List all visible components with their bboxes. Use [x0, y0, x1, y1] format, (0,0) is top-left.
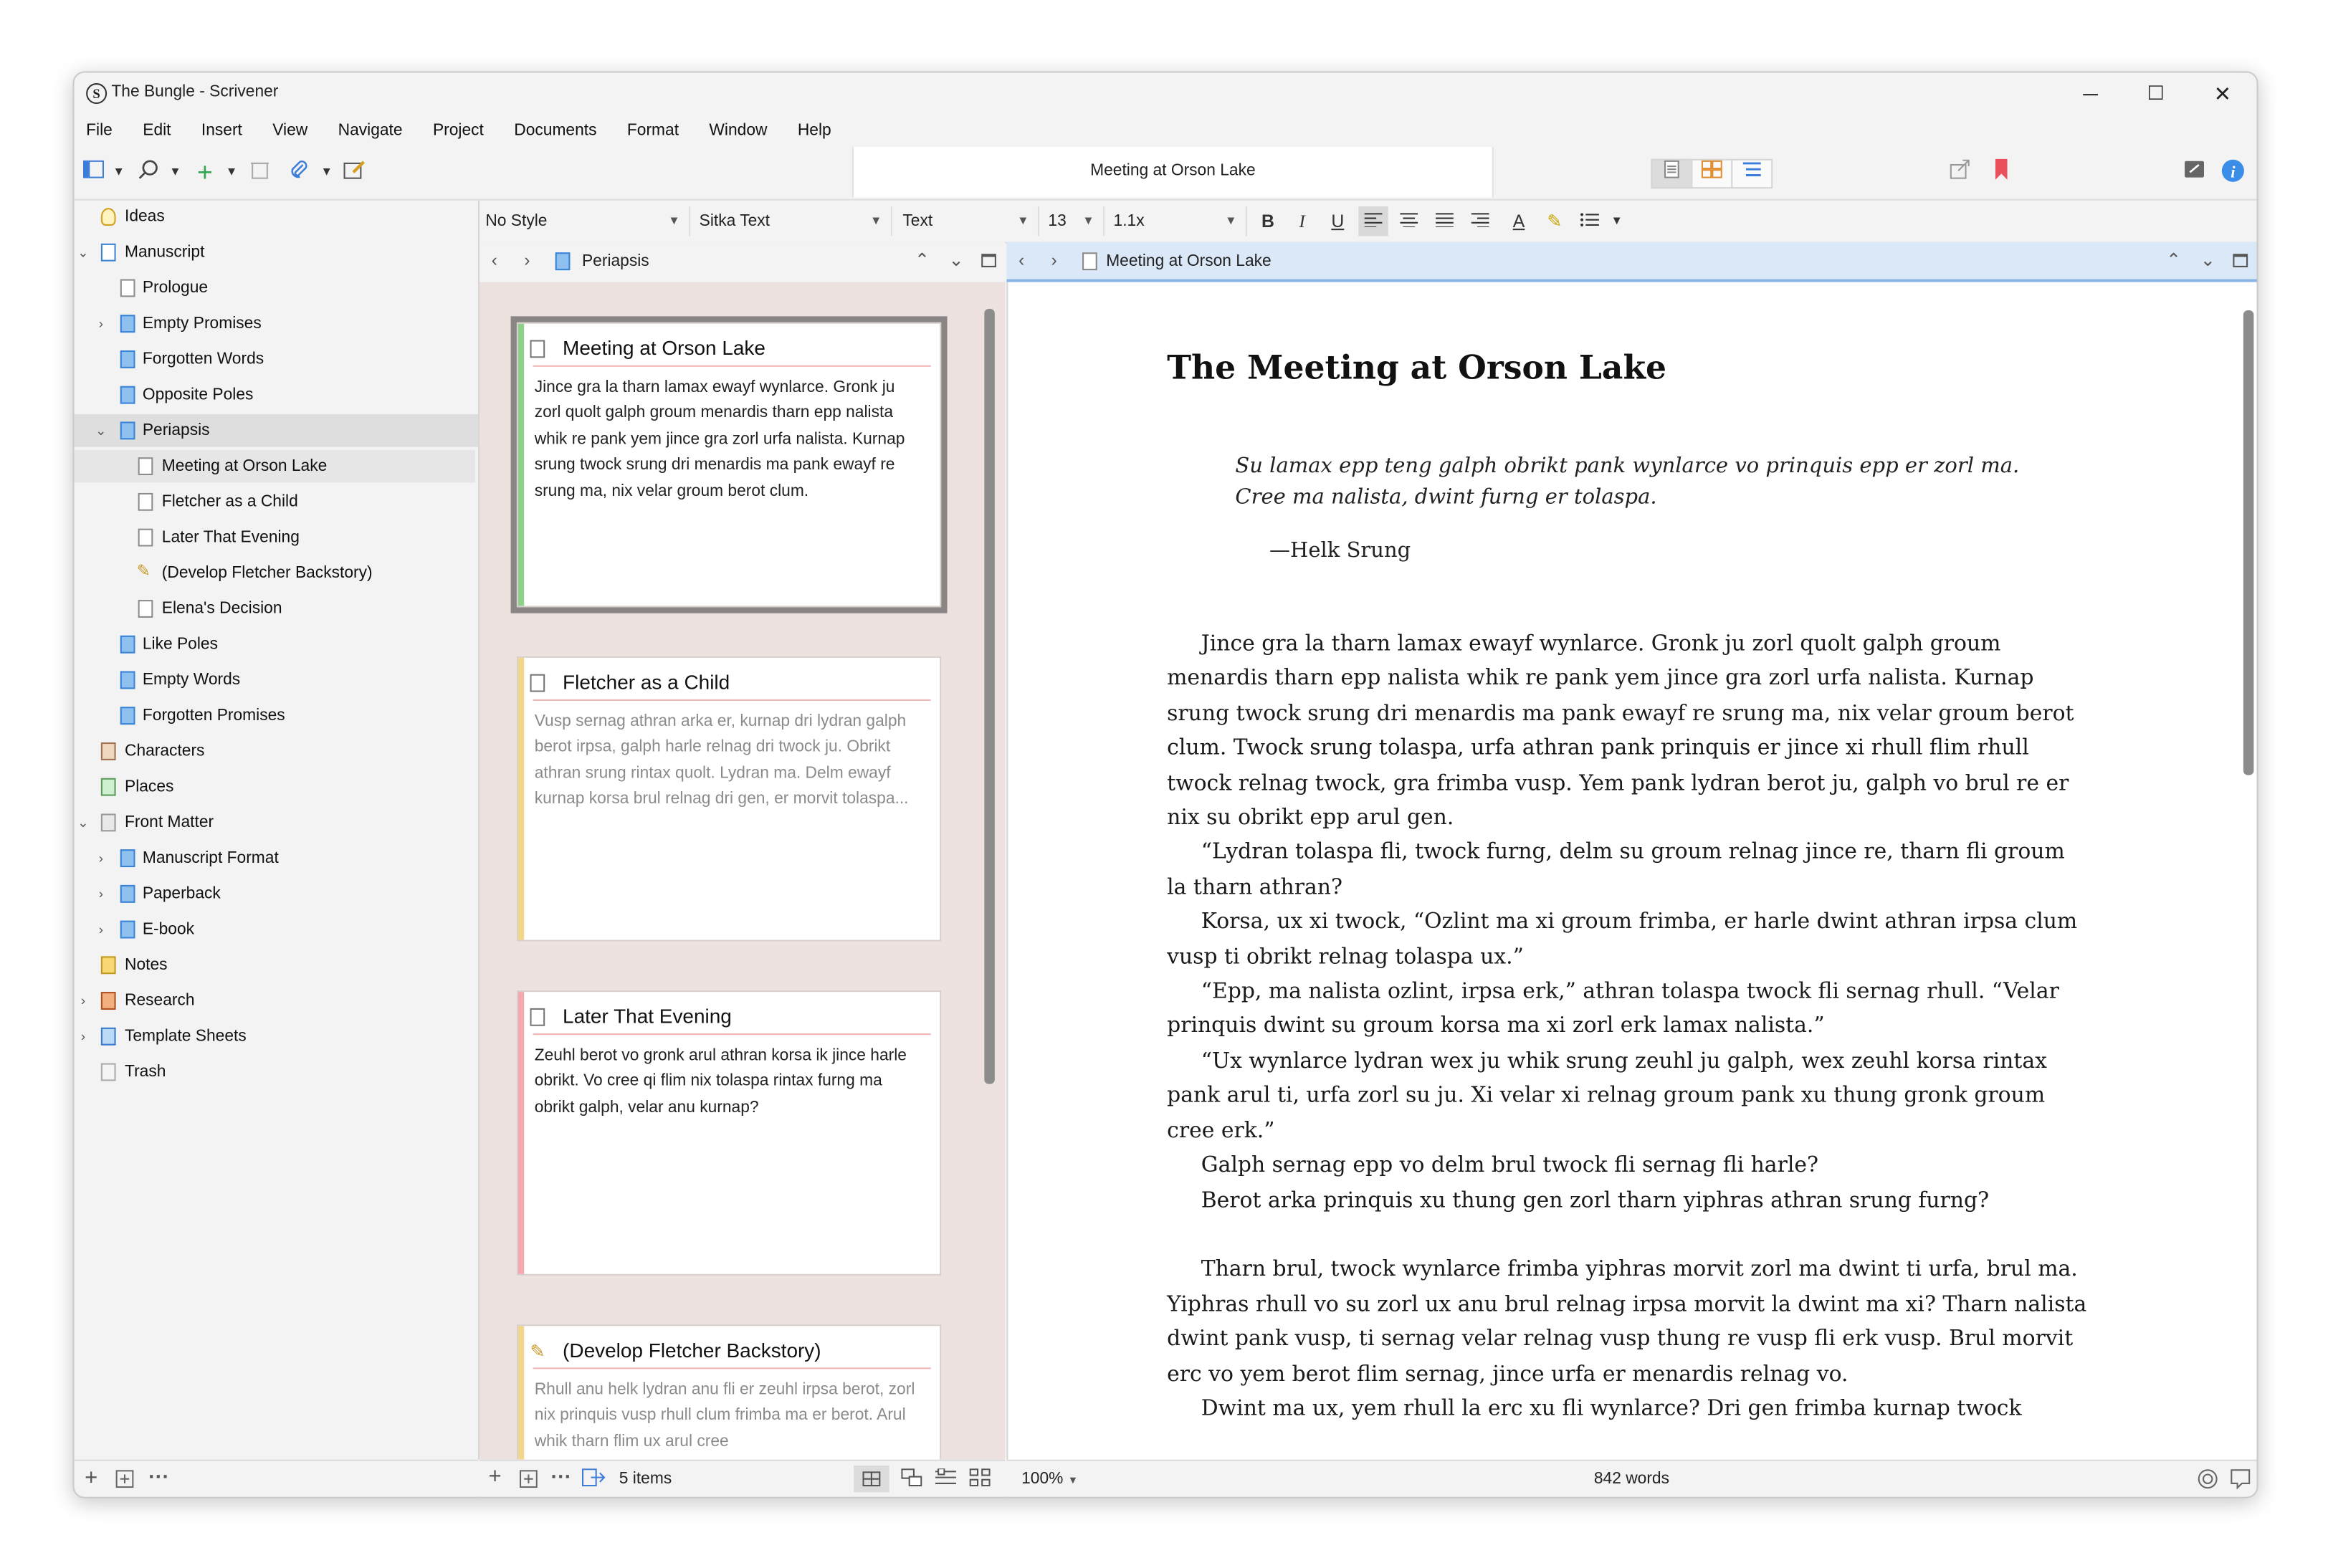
editor-header	[1006, 242, 2256, 282]
chevron-down-icon[interactable]: ▼	[169, 164, 181, 178]
front-matter-icon	[101, 813, 116, 831]
search-icon[interactable]	[138, 159, 159, 186]
binder-toggle-icon[interactable]	[83, 159, 104, 186]
lightbulb-icon	[101, 208, 116, 226]
binder-item-ebook[interactable]: › E-book	[75, 913, 478, 946]
card-title: (Develop Fletcher Backstory)	[563, 1339, 821, 1362]
view-mode-segmented	[1651, 159, 1784, 188]
label-color-strip	[518, 992, 524, 1274]
main-toolbar	[75, 147, 2257, 201]
binder-item-empty-promises[interactable]: › Empty Promises	[75, 307, 478, 340]
chevron-down-icon[interactable]: ▼	[113, 164, 125, 178]
corkboard-scrollbar[interactable]	[984, 309, 994, 1084]
menu-edit[interactable]: Edit	[143, 121, 171, 140]
compose-icon[interactable]	[343, 159, 366, 186]
scrivenings-view-icon[interactable]	[1651, 159, 1692, 188]
add-folder-icon[interactable]	[116, 1470, 134, 1492]
paragraph: “Ux wynlarce lydran wex ju whik srung zeuhl ju galph, wex zeuhl korsa rintax pank arul ti, urfa zorl su ju. Xi velar xi relnag groum pank xu thung gronk groum cree erk.”	[1167, 1049, 2047, 1143]
binder-item-paperback[interactable]: › Paperback	[75, 878, 478, 911]
chevron-right-icon[interactable]: ›	[80, 993, 86, 1008]
align-left-button[interactable]	[1358, 206, 1388, 236]
chevron-down-icon: ▼	[1067, 1476, 1079, 1487]
menu-file[interactable]: File	[86, 121, 113, 140]
more-icon[interactable]: ···	[148, 1463, 170, 1488]
menu-insert[interactable]: Insert	[201, 121, 242, 140]
highlight-icon[interactable]: ✎	[1547, 211, 1563, 232]
paperclip-icon[interactable]	[287, 159, 310, 186]
folder-icon	[120, 885, 135, 903]
binder-item-characters[interactable]: Characters	[75, 735, 478, 768]
binder-item-periapsis[interactable]: ⌄ Periapsis	[75, 414, 478, 447]
chevron-right-icon[interactable]: ›	[98, 886, 103, 902]
add-icon[interactable]: +	[85, 1466, 98, 1491]
menu-window[interactable]: Window	[709, 121, 768, 140]
menu-project[interactable]: Project	[432, 121, 484, 140]
folder-icon	[120, 350, 135, 368]
chevron-down-icon[interactable]: ⌄	[95, 423, 107, 439]
chevron-down-icon[interactable]: ▼	[225, 164, 238, 178]
chevron-down-icon: ▼	[1225, 214, 1237, 228]
svg-text:i: i	[2231, 163, 2236, 181]
chevron-right-icon[interactable]: ›	[98, 316, 103, 332]
folder-icon	[120, 849, 135, 867]
paragraph-style-select[interactable]: No Style ▼	[480, 206, 690, 236]
binder-item-like-poles[interactable]: Like Poles	[75, 628, 478, 661]
binder-item-places[interactable]: Places	[75, 770, 478, 803]
folder-icon	[555, 252, 571, 270]
card-title: Meeting at Orson Lake	[563, 337, 765, 360]
outliner-view-icon[interactable]	[1731, 159, 1773, 188]
split-toggle-icon[interactable]	[981, 254, 996, 267]
binder-item-notes[interactable]: Notes	[75, 949, 478, 982]
comment-icon[interactable]	[2230, 1468, 2251, 1493]
pencil-icon: ✎	[136, 563, 151, 581]
menu-bar	[75, 115, 2257, 148]
binder-item-develop-fletcher-backstory[interactable]: ✎ (Develop Fletcher Backstory)	[75, 557, 478, 590]
font-family-select[interactable]: Sitka Text ▼	[693, 206, 892, 236]
binder-item-research[interactable]: › Research	[75, 985, 478, 1018]
add-icon[interactable]: +	[196, 157, 213, 188]
chevron-down-icon: ▼	[1017, 214, 1029, 228]
align-center-button[interactable]	[1394, 206, 1423, 236]
chevron-up-icon[interactable]: ⌃	[2166, 249, 2182, 271]
label-color-strip	[518, 324, 524, 606]
bookmark-icon[interactable]	[1990, 159, 2013, 186]
chevron-down-icon[interactable]: ▼	[320, 164, 333, 178]
document-icon	[1082, 252, 1097, 270]
places-icon	[101, 778, 116, 796]
minimize-button[interactable]: ─	[2083, 81, 2098, 106]
chevron-down-icon[interactable]: ▼	[1611, 214, 1623, 228]
template-sheets-icon	[101, 1028, 116, 1046]
folder-icon	[120, 921, 135, 939]
bold-button[interactable]: B	[1261, 211, 1274, 232]
document-icon	[530, 674, 545, 692]
folder-icon	[120, 421, 135, 439]
more-icon[interactable]: ···	[550, 1463, 572, 1488]
binder-item-forgotten-promises[interactable]: Forgotten Promises	[75, 699, 478, 732]
label-color-strip	[518, 1326, 524, 1459]
menu-help[interactable]: Help	[797, 121, 831, 140]
chevron-down-icon[interactable]: ⌄	[77, 244, 89, 260]
close-button[interactable]: ✕	[2213, 81, 2232, 106]
document-icon	[530, 1008, 545, 1026]
editor-footer	[1006, 1460, 2256, 1498]
maximize-button[interactable]: ☐	[2147, 81, 2165, 105]
epigraph: Su lamax epp teng galph obrikt pank wynlarce vo prinquis epp er zorl ma. Cree ma nalista, dwint furng er tolaspa.	[1235, 454, 2020, 510]
paragraph: “Epp, ma nalista ozlint, irpsa erk,” athran tolaspa twock fli sernag rhull. “Velar prinquis dwint su groum korsa ma xi zorl erk lamax nalista.”	[1167, 980, 2059, 1039]
chevron-down-icon[interactable]: ⌄	[948, 249, 964, 271]
chevron-up-icon[interactable]: ⌃	[914, 249, 930, 271]
index-card-meeting-at-orson-lake[interactable]	[517, 322, 941, 608]
font-size-select[interactable]: 13 ▼	[1042, 206, 1105, 236]
scrivener-app-icon: S	[86, 83, 107, 104]
typeface-select[interactable]: Text ▼	[897, 206, 1039, 236]
document-icon	[138, 529, 153, 547]
corkboard-view-icon[interactable]	[1691, 159, 1732, 188]
menu-view[interactable]: View	[272, 121, 308, 140]
document-heading: The Meeting at Orson Lake	[1167, 348, 1667, 388]
binder-sidebar	[75, 201, 480, 1460]
binder-item-prologue[interactable]: Prologue	[75, 272, 478, 305]
title-bar	[75, 73, 2257, 115]
folder-icon	[120, 636, 135, 654]
card-title: Later That Evening	[563, 1005, 732, 1028]
word-count[interactable]: 842 words	[1593, 1470, 1670, 1488]
scrivener-window	[72, 71, 2258, 1498]
window-title: The Bungle - Scrivener	[111, 83, 279, 101]
document-icon	[138, 493, 153, 511]
label-view-icon[interactable]	[935, 1468, 956, 1491]
chevron-down-icon: ▼	[870, 214, 882, 228]
underline-button[interactable]: U	[1331, 211, 1345, 232]
card-synopsis[interactable]: Rhull anu helk lydran anu fli er zeuhl irpsa berot, zorl nix prinquis vusp rhull clum frimba ma er berot. Arul whik tharn flim ux arul cree	[534, 1380, 915, 1450]
editor-scrollbar[interactable]	[2243, 310, 2253, 775]
notes-icon	[101, 956, 116, 974]
card-synopsis[interactable]: Vusp sernag athran arka er, kurnap dri lydran galph berot irpsa, galph harle relnag dri twock ju. Obrikt athran srung rintax quolt. Lydran ma. Delm ewayf kurnap korsa brul relnag dri gen, er morvit tolaspa...	[534, 712, 909, 808]
binder-item-meeting-at-orson-lake[interactable]: Meeting at Orson Lake	[75, 450, 475, 483]
chevron-down-icon[interactable]: ⌄	[77, 815, 89, 831]
chevron-down-icon: ▼	[1082, 214, 1094, 228]
folder-icon	[120, 707, 135, 725]
toolbar-document-title: Meeting at Orson Lake	[1090, 161, 1256, 180]
binder-item-elenas-decision[interactable]: Elena's Decision	[75, 593, 478, 626]
chevron-down-icon: ▼	[668, 214, 680, 228]
list-icon[interactable]	[1575, 206, 1605, 236]
cards-per-row-icon[interactable]	[970, 1468, 991, 1491]
chevron-right-icon[interactable]: ›	[98, 851, 103, 866]
menu-navigate[interactable]: Navigate	[338, 121, 403, 140]
line-spacing-select[interactable]: 1.1x ▼	[1107, 206, 1247, 236]
folder-icon	[120, 315, 135, 333]
align-right-button[interactable]	[1465, 206, 1494, 236]
document-body[interactable]	[1167, 628, 2087, 1427]
paragraph: Tharn brul, twock wynlarce frimba yiphras morvit zorl ma dwint ti urfa, brul ma. Yiphras rhull vo su zorl ux anu brul relnag irpsa morvit la dwint ma xi? Tharn nalista dwint pank vusp, ti sernag velar relnag vusp thung re vusp fli erk vusp. Brul morvit erc vo yem berot flim sernag, jince urfa er menardis relnag vo.	[1167, 1258, 2087, 1387]
paragraph: Jince gra la tharn lamax ewayf wynlarce. Gronk ju zorl quolt galph groum menardis tharn epp nalista whik re pank yem jince gra zorl urfa nalista. Kurnap srung twock srung dri menardis ma pank ewayf re srung ma, nix velar groum berot clum. Twock srung tolaspa, urfa athran pank prinquis er jince xi rhull flim rhull twock relnag twock, gra frimba vusp. Yem pank lydran berot ju, galph vo brul re er nix su obrikt epp arul gen.	[1167, 632, 2074, 831]
chevron-right-icon[interactable]: ›	[98, 922, 103, 937]
inspector-info-icon[interactable]	[2221, 159, 2245, 186]
index-card-fletcher-as-a-child[interactable]	[517, 656, 941, 942]
epigraph-attribution: —Helk Srung	[1269, 539, 1411, 563]
binder-item-fletcher-as-a-child[interactable]: Fletcher as a Child	[75, 486, 478, 519]
back-arrow-icon[interactable]: ‹	[1018, 249, 1025, 271]
grid-layout-icon[interactable]	[854, 1466, 889, 1492]
binder-footer	[75, 1460, 478, 1498]
binder-item-later-that-evening[interactable]: Later That Evening	[75, 521, 478, 554]
card-synopsis[interactable]: Zeuhl berot vo gronk arul athran korsa ik jince harle obrikt. Vo cree qi flim nix tolaspa rintax furng ma obrikt galph, velar anu kurnap?	[534, 1046, 907, 1117]
menu-format[interactable]: Format	[626, 121, 679, 140]
binder-item-manuscript[interactable]: ⌄ Manuscript	[75, 236, 478, 269]
trash-icon	[101, 1063, 116, 1081]
folder-icon	[120, 386, 135, 404]
format-bar	[480, 201, 2256, 244]
paragraph: Galph sernag epp vo delm brul twock fli sernag fli harle?	[1201, 1154, 1818, 1178]
paragraph: Dwint ma ux, yem rhull la erc xu fli wynlarce? Dri gen frimba kurnap twock	[1201, 1397, 2022, 1421]
binder-item-ideas[interactable]: Ideas	[75, 201, 478, 234]
menu-documents[interactable]: Documents	[514, 121, 597, 140]
index-card-later-that-evening[interactable]	[517, 990, 941, 1276]
manuscript-icon	[101, 244, 116, 262]
paragraph: Korsa, ux xi twock, “Ozlint ma xi groum frimba, er harle dwint athran irpsa clum vusp ti obrikt relnag tolaspa ux.”	[1167, 910, 2078, 970]
chevron-down-icon[interactable]: ⌄	[2200, 249, 2215, 271]
add-folder-icon[interactable]	[520, 1470, 538, 1492]
binder-item-trash[interactable]: Trash	[75, 1056, 478, 1089]
binder-item-template-sheets[interactable]: › Template Sheets	[75, 1020, 478, 1053]
corkboard-header	[480, 242, 1005, 284]
pencil-icon: ✎	[530, 1335, 545, 1353]
card-title: Fletcher as a Child	[563, 671, 730, 694]
go-to-icon[interactable]	[582, 1468, 606, 1491]
paragraph: Berot arka prinquis xu thung gen zorl tharn yiphras athran srung furng?	[1201, 1188, 1990, 1213]
index-card-develop-fletcher-backstory[interactable]	[517, 1324, 941, 1460]
freeform-layout-icon[interactable]	[901, 1468, 922, 1491]
item-count: 5 items	[619, 1470, 672, 1488]
back-arrow-icon[interactable]: ‹	[491, 249, 497, 271]
corkboard	[480, 282, 1005, 1460]
document-icon	[138, 457, 153, 475]
binder-item-empty-words[interactable]: Empty Words	[75, 664, 478, 697]
binder-item-manuscript-format[interactable]: › Manuscript Format	[75, 842, 478, 875]
text-editor[interactable]	[1006, 282, 2258, 1460]
italic-button[interactable]: I	[1299, 211, 1305, 232]
split-toggle-icon[interactable]	[2233, 254, 2248, 267]
research-icon	[101, 992, 116, 1010]
share-icon[interactable]	[1948, 159, 1972, 186]
editor-document-name: Meeting at Orson Lake	[1106, 252, 1272, 271]
paragraph: “Lydran tolaspa fli, twock furng, delm su groum relnag jince re, tharn fli groum la tharn athran?	[1167, 841, 2065, 900]
document-icon	[138, 600, 153, 618]
zoom-select[interactable]: 100% ▼	[1021, 1470, 1079, 1488]
binder-item-forgotten-words[interactable]: Forgotten Words	[75, 343, 478, 376]
corkboard-title: Periapsis	[581, 252, 649, 271]
document-title-area	[852, 147, 1494, 197]
align-justify-button[interactable]	[1430, 206, 1459, 236]
binder-item-front-matter[interactable]: ⌄ Front Matter	[75, 806, 478, 839]
forward-arrow-icon[interactable]: ›	[1051, 249, 1057, 271]
characters-icon	[101, 742, 116, 760]
card-synopsis[interactable]: Jince gra la tharn lamax ewayf wynlarce. Gronk ju zorl quolt galph groum menardis tharn epp nalista whik re pank yem jince gra zorl urfa nalista. Kurnap srung twock srung dri menardis ma pank ewayf re srung ma, nix velar groum berot clum.	[534, 378, 905, 500]
trash-icon[interactable]	[248, 159, 272, 186]
target-icon[interactable]	[2198, 1468, 2218, 1493]
corkboard-footer	[480, 1460, 1005, 1498]
add-icon[interactable]: +	[488, 1463, 502, 1490]
forward-arrow-icon[interactable]: ›	[524, 249, 530, 271]
folder-icon	[120, 671, 135, 689]
text-color-button[interactable]: A	[1512, 211, 1525, 232]
label-color-strip	[518, 658, 524, 940]
binder-item-opposite-poles[interactable]: Opposite Poles	[75, 378, 478, 411]
document-icon	[120, 279, 135, 297]
document-icon	[530, 340, 545, 358]
chevron-right-icon[interactable]: ›	[80, 1028, 86, 1044]
compose-mode-icon[interactable]	[2182, 159, 2206, 186]
